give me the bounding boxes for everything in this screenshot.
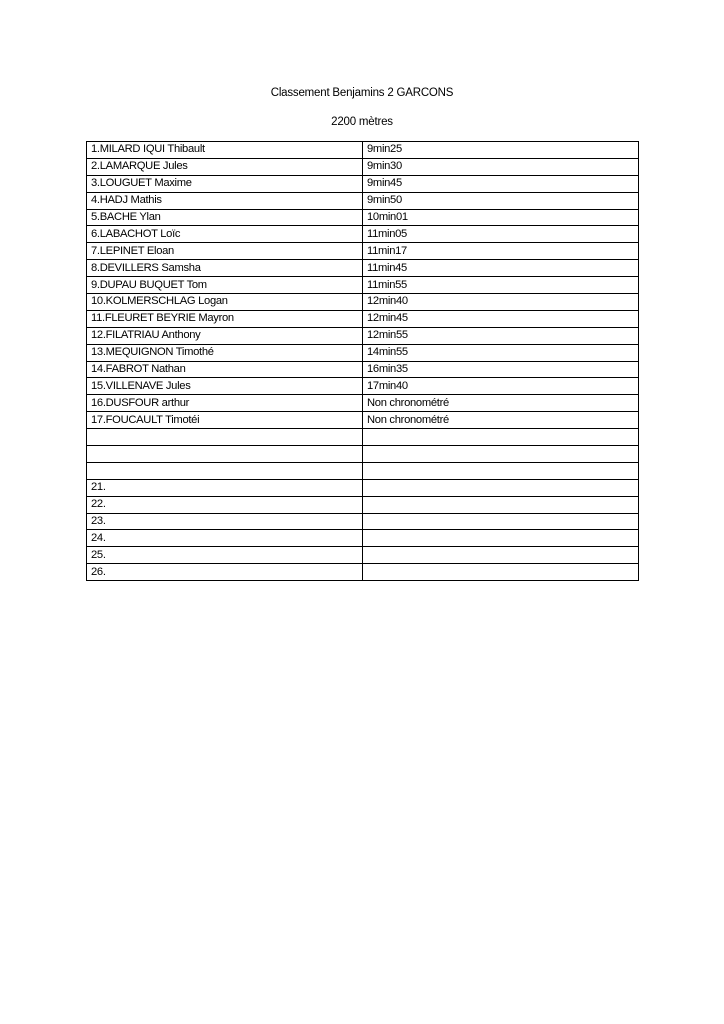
athlete-name-cell: 9.DUPAU BUQUET Tom — [87, 277, 363, 294]
results-table — [86, 141, 639, 581]
finish-time-cell: 12min40 — [363, 294, 639, 311]
athlete-name-cell: 7.LEPINET Eloan — [87, 243, 363, 260]
table-row — [87, 378, 639, 395]
table-row — [87, 310, 639, 327]
finish-time-cell — [363, 547, 639, 564]
finish-time-cell: 10min01 — [363, 209, 639, 226]
athlete-name-cell: 23. — [87, 513, 363, 530]
finish-time-cell: 12min55 — [363, 327, 639, 344]
athlete-name-cell: 6.LABACHOT Loïc — [87, 226, 363, 243]
table-row — [87, 479, 639, 496]
table-row — [87, 226, 639, 243]
table-row — [87, 344, 639, 361]
table-row — [87, 547, 639, 564]
table-row — [87, 530, 639, 547]
finish-time-cell — [363, 462, 639, 479]
finish-time-cell — [363, 446, 639, 463]
finish-time-cell: 12min45 — [363, 310, 639, 327]
page-title: Classement Benjamins 2 GARCONS — [270, 87, 454, 99]
finish-time-cell: 14min55 — [363, 344, 639, 361]
table-row — [87, 243, 639, 260]
table-row — [87, 429, 639, 446]
table-row — [87, 192, 639, 209]
finish-time-cell: 11min55 — [363, 277, 639, 294]
athlete-name-cell — [87, 462, 363, 479]
athlete-name-cell: 5.BACHE Ylan — [87, 209, 363, 226]
finish-time-cell: 9min50 — [363, 192, 639, 209]
table-row — [87, 395, 639, 412]
athlete-name-cell: 14.FABROT Nathan — [87, 361, 363, 378]
results-table-body — [87, 142, 639, 581]
finish-time-cell — [363, 496, 639, 513]
athlete-name-cell: 8.DEVILLERS Samsha — [87, 260, 363, 277]
table-row — [87, 564, 639, 581]
finish-time-cell: 9min45 — [363, 175, 639, 192]
finish-time-cell — [363, 564, 639, 581]
table-row — [87, 412, 639, 429]
athlete-name-cell: 15.VILLENAVE Jules — [87, 378, 363, 395]
table-row — [87, 142, 639, 159]
athlete-name-cell: 4.HADJ Mathis — [87, 192, 363, 209]
table-row — [87, 209, 639, 226]
finish-time-cell: Non chronométré — [363, 412, 639, 429]
finish-time-cell: 16min35 — [363, 361, 639, 378]
athlete-name-cell: 25. — [87, 547, 363, 564]
finish-time-cell: 9min30 — [363, 158, 639, 175]
athlete-name-cell: 1.MILARD IQUI Thibault — [87, 142, 363, 159]
finish-time-cell — [363, 479, 639, 496]
athlete-name-cell: 21. — [87, 479, 363, 496]
table-row — [87, 496, 639, 513]
athlete-name-cell: 11.FLEURET BEYRIE Mayron — [87, 310, 363, 327]
finish-time-cell: 11min17 — [363, 243, 639, 260]
athlete-name-cell: 17.FOUCAULT Timotéi — [87, 412, 363, 429]
table-row — [87, 175, 639, 192]
athlete-name-cell: 12.FILATRIAU Anthony — [87, 327, 363, 344]
finish-time-cell: 17min40 — [363, 378, 639, 395]
table-row — [87, 513, 639, 530]
athlete-name-cell — [87, 446, 363, 463]
athlete-name-cell: 13.MEQUIGNON Timothé — [87, 344, 363, 361]
table-row — [87, 294, 639, 311]
table-row — [87, 462, 639, 479]
finish-time-cell: 11min05 — [363, 226, 639, 243]
athlete-name-cell: 16.DUSFOUR arthur — [87, 395, 363, 412]
table-row — [87, 327, 639, 344]
finish-time-cell — [363, 513, 639, 530]
table-row — [87, 277, 639, 294]
athlete-name-cell: 24. — [87, 530, 363, 547]
table-row — [87, 361, 639, 378]
finish-time-cell: Non chronométré — [363, 395, 639, 412]
finish-time-cell — [363, 429, 639, 446]
table-row — [87, 158, 639, 175]
finish-time-cell: 9min25 — [363, 142, 639, 159]
finish-time-cell: 11min45 — [363, 260, 639, 277]
table-row — [87, 446, 639, 463]
table-row — [87, 260, 639, 277]
athlete-name-cell: 3.LOUGUET Maxime — [87, 175, 363, 192]
finish-time-cell — [363, 530, 639, 547]
athlete-name-cell: 22. — [87, 496, 363, 513]
athlete-name-cell: 26. — [87, 564, 363, 581]
athlete-name-cell: 10.KOLMERSCHLAG Logan — [87, 294, 363, 311]
race-distance: 2200 mètres — [331, 116, 393, 128]
athlete-name-cell: 2.LAMARQUE Jules — [87, 158, 363, 175]
athlete-name-cell — [87, 429, 363, 446]
